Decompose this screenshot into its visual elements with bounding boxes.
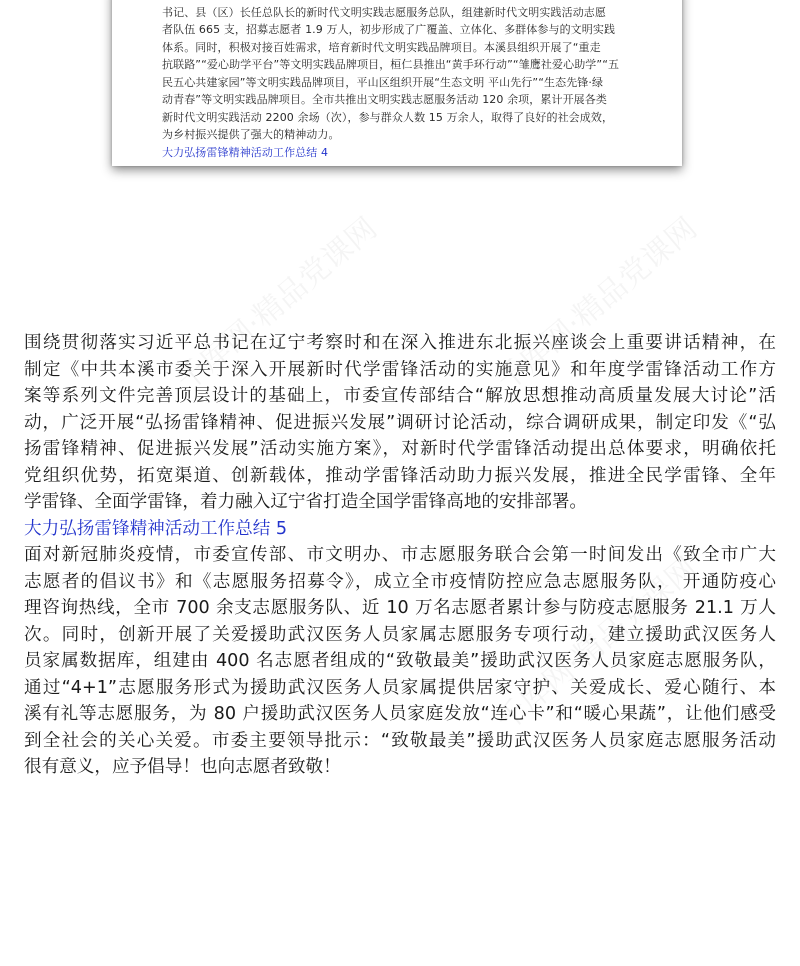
text-line: 制定《中共本溪市委关于深入开展新时代学雷锋活动的实施意见》和年度学雷锋活动工作方 [24, 359, 776, 380]
preview-line: 体系。同时，积极对接百姓需求，培育新时代文明实践品牌项目。本溪县组织开展了“重走 [162, 40, 601, 54]
preview-line: 为乡村振兴提供了强大的精神动力。 [162, 128, 340, 141]
article-body [24, 330, 776, 781]
previous-page-preview [112, 0, 682, 166]
text-line: 到全社会的关心关爱。市委主要领导批示：“致敬最美”援助武汉医务人员家庭志愿服务活动 [24, 730, 776, 751]
text-line: 动，广泛开展“弘扬雷锋精神、促进振兴发展”调研讨论活动，综合调研成果，制定印发《“弘 [24, 412, 776, 433]
text-line: 党组织优势，拓宽渠道、创新载体，推动学雷锋活动助力振兴发展，推进全民学雷锋、全年 [24, 465, 776, 486]
preview-line: 民五心共建家园”等文明实践品牌项目，平山区组织开展“生态文明 平山先行”“生态先锋·绿 [162, 75, 604, 89]
intro-paragraph [24, 330, 776, 516]
text-line: 通过“4+1”志愿服务形式为援助武汉医务人员家属提供居家守护、关爱成长、爱心随行、本 [24, 677, 776, 698]
preview-line: 书记、县（区）长任总队长的新时代文明实践志愿服务总队，组建新时代文明实践活动志愿 [162, 5, 606, 19]
preview-line: 抗联路”“爱心助学平台”等文明实践品牌项目，桓仁县推出“黄手环行动”“雏鹰社爱心助学”“五 [162, 58, 620, 71]
preview-text [162, 0, 642, 161]
text-line: 员家属数据库，组建由 400 名志愿者组成的“致敬最美”援助武汉医务人员家庭志愿服务队， [24, 651, 776, 671]
preview-line: 动青春”等文明实践品牌项目。全市共推出文明实践志愿服务活动 120 余项，累计开展各类 [162, 93, 607, 106]
text-line: 次。同时，创新开展了关爱援助武汉医务人员家属志愿服务专项行动，建立援助武汉医务人 [24, 624, 776, 645]
text-line: 扬雷锋精神、促进振兴发展”活动实施方案》，对新时代学雷锋活动提出总体要求，明确依托 [24, 439, 776, 459]
text-line: 理咨询热线，全市 700 余支志愿服务队、近 10 万名志愿者累计参与防疫志愿服务 21.1 万人 [24, 598, 776, 618]
text-line: 案等系列文件完善顶层设计的基础上，市委宣传部结合“解放思想推动高质量发展大讨论”活 [24, 386, 776, 406]
section-title[interactable]: 大力弘扬雷锋精神活动工作总结 5 [24, 518, 288, 539]
text-line: 学雷锋、全面学雷锋，着力融入辽宁省打造全国学雷锋高地的安排部署。 [24, 492, 588, 512]
text-line: 面对新冠肺炎疫情，市委宣传部、市文明办、市志愿服务联合会第一时间发出《致全市广大 [24, 545, 776, 565]
text-line: 志愿者的倡议书》和《志愿服务招募令》，成立全市疫情防控应急志愿服务队， 开通防疫心 [24, 571, 776, 592]
text-line: 很有意义，应予倡导！也向志愿者致敬！ [24, 757, 341, 777]
preview-line: 者队伍 665 支，招募志愿者 1.9 万人，初步形成了广覆盖、立体化、多群体参与的文明实践 [162, 23, 616, 36]
preview-line [162, 0, 642, 4]
body-paragraph [24, 542, 776, 781]
preview-line: 新时代文明实践活动 2200 余场（次），参与群众人数 15 万余人，取得了良好的社会成效， [162, 110, 614, 124]
text-line: 溪有礼等志愿服务，为 80 户援助武汉医务人员家庭发放“连心卡”和“暖心果蔬”，让他们感受 [24, 704, 776, 724]
text-line: 围绕贯彻落实习近平总书记在辽宁考察时和在深入推进东北振兴座谈会上重要讲话精神，在 [24, 333, 776, 353]
preview-section-link[interactable]: 大力弘扬雷锋精神活动工作总结 4 [162, 145, 329, 159]
